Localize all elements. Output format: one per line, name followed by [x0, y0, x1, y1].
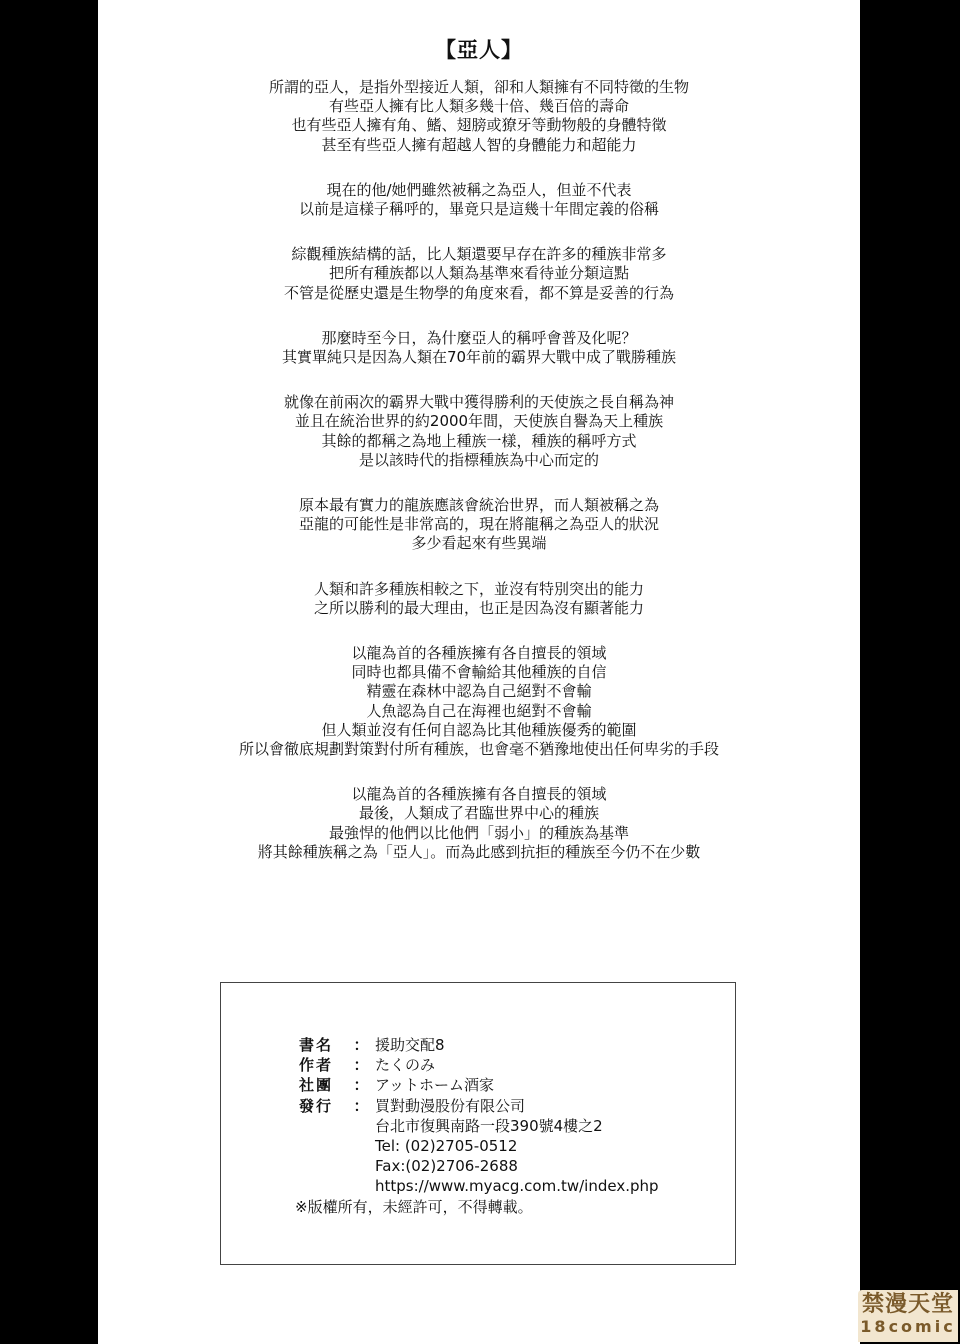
text-line: 人類和許多種族相較之下，並沒有特別突出的能力	[313, 579, 644, 598]
paragraph-5	[98, 393, 860, 470]
text-line: 所以會徹底規劃對策對付所有種族，也會毫不猶豫地使出任何卑劣的手段	[238, 740, 719, 759]
paragraph-3	[98, 245, 860, 303]
paragraph-8	[98, 644, 860, 759]
paragraph-1	[98, 78, 860, 155]
text-line: 以龍為首的各種族擁有各自擅長的領域	[351, 785, 607, 804]
circle-value: アットホーム酒家	[375, 1076, 494, 1095]
author-label: 作者	[299, 1056, 334, 1075]
paragraph-7	[98, 580, 860, 618]
text-line: 最強悍的他們以比他們「弱小」的種族為基準	[328, 823, 629, 842]
text-line: 原本最有實力的龍族應該會統治世界，而人類被稱之為	[298, 496, 659, 515]
circle-label: 社團	[299, 1076, 334, 1095]
text-line: 最後，人類成了君臨世界中心的種族	[358, 804, 599, 823]
text-line: 但人類並沒有任何自認為比其他種族優秀的範圍	[321, 720, 637, 739]
publisher-url: https://www.myacg.com.tw/index.php	[375, 1177, 659, 1196]
text-line: 同時也都具備不會輸給其他種族的自信	[351, 663, 607, 682]
watermark-logo	[858, 1290, 958, 1342]
colophon-row-circle	[299, 1075, 659, 1095]
text-line: 把所有種族都以人類為基準來看待並分類這點	[328, 264, 629, 283]
text-line: 以前是這樣子稱呼的，畢竟只是這幾十年間定義的俗稱	[298, 200, 659, 219]
colon: ：	[353, 1036, 369, 1054]
body-text	[98, 78, 860, 888]
text-line: 以龍為首的各種族擁有各自擅長的領域	[351, 644, 607, 663]
publisher-label: 發行	[299, 1096, 334, 1115]
text-line: 亞龍的可能性是非常高的，現在將龍稱之為亞人的狀況	[298, 515, 659, 534]
publisher-tel: Tel: (02)2705-0512	[375, 1137, 518, 1156]
text-line: 之所以勝利的最大理由，也正是因為沒有顯著能力	[313, 598, 644, 617]
copyright-note: ※版權所有，未經許可，不得轉載。	[295, 1197, 533, 1216]
colon: ：	[353, 1096, 369, 1115]
publisher-address: 台北市復興南路一段390號4樓之2	[375, 1116, 603, 1135]
book-title-value: 援助交配8	[375, 1036, 445, 1054]
paragraph-2	[98, 181, 860, 219]
watermark-line-1: 禁漫天堂	[861, 1291, 954, 1317]
text-line: 也有些亞人擁有角、鰭、翅膀或獠牙等動物般的身體特徵	[291, 116, 667, 135]
paragraph-4	[98, 329, 860, 367]
text-line: 那麼時至今日，為什麼亞人的稱呼會普及化呢？	[321, 328, 637, 347]
text-line: 所謂的亞人，是指外型接近人類，卻和人類擁有不同特徵的生物	[268, 78, 689, 96]
text-line: 其實單純只是因為人類在70年前的霸界大戰中成了戰勝種族	[281, 348, 677, 367]
text-line: 綜觀種族結構的話，比人類還要早存在許多的種族非常多	[291, 245, 667, 264]
colophon-row-publisher	[299, 1096, 659, 1116]
text-line: 並且在統治世界的約2000年間，天使族自譽為天上種族	[294, 412, 664, 431]
text-line: 將其餘種族稱之為「亞人」。而為此感到抗拒的種族至今仍不在少數	[257, 842, 701, 861]
publisher-value: 買對動漫股份有限公司	[375, 1096, 526, 1115]
book-title-label: 書名	[299, 1036, 334, 1054]
text-line: 有些亞人擁有比人類多幾十倍、幾百倍的壽命	[328, 97, 629, 116]
author-value: たくのみ	[375, 1056, 436, 1075]
watermark-line-2: 18comic	[860, 1317, 956, 1336]
text-line: 是以該時代的指標種族為中心而定的	[358, 450, 599, 469]
paragraph-9	[98, 785, 860, 862]
text-line: 人魚認為自己在海裡也絕對不會輸	[366, 701, 592, 720]
text-line: 其餘的都稱之為地上種族一樣，種族的稱呼方式	[321, 431, 637, 450]
colophon-row-author	[299, 1055, 659, 1075]
colon: ：	[353, 1076, 369, 1095]
text-line: 多少看起來有些異端	[411, 534, 547, 553]
colophon-info	[295, 1035, 659, 1217]
colophon-box	[220, 982, 736, 1265]
colophon-row-book	[299, 1035, 659, 1055]
text-line: 不管是從歷史還是生物學的角度來看，都不算是妥善的行為	[283, 283, 674, 302]
text-line: 精靈在森林中認為自己絕對不會輸	[366, 682, 592, 701]
publisher-fax: Fax:(02)2706-2688	[375, 1157, 518, 1176]
page-title: 【亞人】	[435, 38, 523, 62]
paragraph-6	[98, 496, 860, 554]
text-line: 就像在前兩次的霸界大戰中獲得勝利的天使族之長自稱為神	[283, 393, 674, 412]
text-line: 甚至有些亞人擁有超越人智的身體能力和超能力	[321, 135, 637, 154]
colon: ：	[353, 1056, 369, 1075]
text-line: 現在的他/她們雖然被稱之為亞人，但並不代表	[326, 180, 632, 199]
document-page	[98, 0, 860, 1344]
